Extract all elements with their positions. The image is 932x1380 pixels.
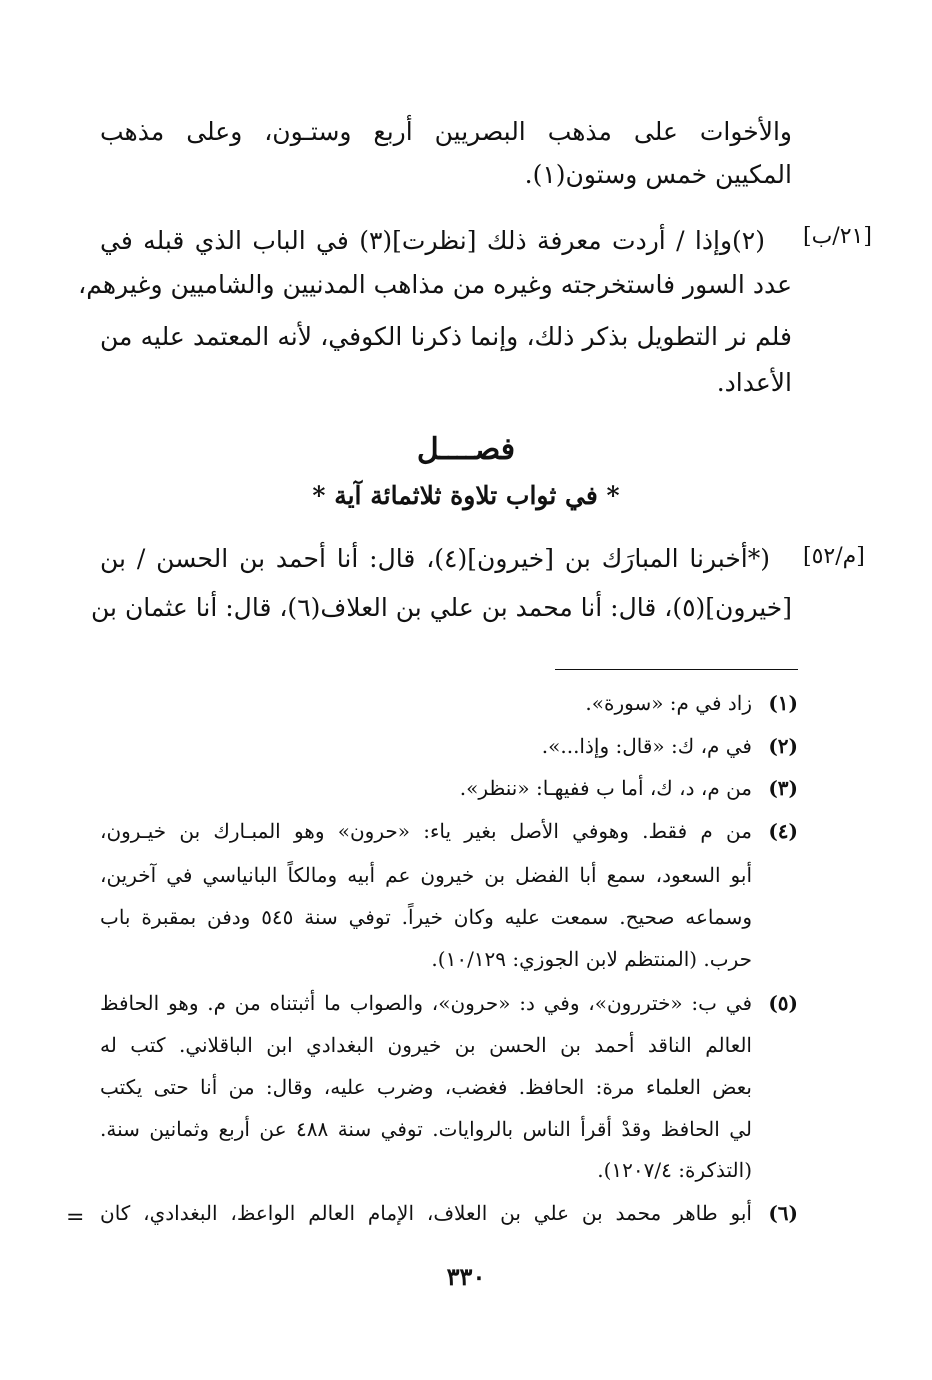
footnote-number: (٥) bbox=[768, 991, 798, 1015]
margin-reference: [م/٥٢] bbox=[803, 544, 865, 569]
footnote-text: من م، د، ك، أما ب ففيهـا: «ننظر». bbox=[459, 776, 752, 800]
section-title: فصــــل bbox=[416, 432, 516, 467]
footnote-text: أبو طاهر محمد بن علي بن العلاف، الإمام العالم الواعظ، البغدادي، كان bbox=[100, 1201, 752, 1225]
body-line: المكيين خمس وستون(١). bbox=[524, 160, 792, 189]
footnote-number: (٣) bbox=[768, 776, 798, 800]
footnote-text: من م فقط. وهوفي الأصل بغير ياء: «حرون» وهو المبـارك بن خيـرون، bbox=[100, 819, 752, 843]
footnote-number: (٤) bbox=[768, 819, 798, 843]
footnote-text: أبو السعود، سمع أبا الفضل بن خيرون عم أبيه ومالكاً البانياسي في آخرين، bbox=[100, 863, 752, 887]
margin-reference: [٢١/ب] bbox=[803, 224, 872, 249]
continuation-mark: = bbox=[66, 1205, 85, 1230]
footnote-text: لي الحافظ وقدْ أقرأ الناس بالروايات. توفي سنة ٤٨٨ عن أربع وثمانين سنة. bbox=[100, 1117, 753, 1141]
footnote-text: في م، ك: «قال: وإذا...». bbox=[541, 734, 752, 758]
body-line: الأعداد. bbox=[716, 368, 792, 397]
footnote-number: (٦) bbox=[768, 1201, 798, 1225]
footnote-text: زاد في م: «سورة». bbox=[585, 691, 752, 715]
footnote-number: (١) bbox=[768, 691, 798, 715]
body-line: (*أخبرنا المبارَك بن [خيرون](٤)، قال: أنا أحمد بن الحسن / بن bbox=[100, 544, 770, 573]
footnote-separator bbox=[555, 669, 798, 670]
footnote-text: في ب: «ختررون»، وفي د: «حرون»، والصواب ما أثبتناه من م. وهو الحافظ bbox=[100, 991, 752, 1015]
body-line: والأخوات على مذهب البصريين أربع وستـون، وعلى مذهب bbox=[100, 117, 792, 146]
section-subtitle: * في ثواب تلاوة ثلاثمائة آية * bbox=[312, 481, 620, 510]
footnote-number: (٢) bbox=[768, 734, 798, 758]
footnote-text: حرب. (المنتظم لابن الجوزي: ١٠/١٢٩). bbox=[431, 947, 752, 971]
body-line: عدد السور فاستخرجته وغيره من مذاهب المدنيين والشاميين وغيرهم، bbox=[78, 270, 792, 299]
footnote-text: (التذكرة: ١٢٠٧/٤). bbox=[597, 1158, 752, 1182]
page-number: ٣٣٠ bbox=[446, 1262, 486, 1291]
body-line: (٢)وإذا / أردت معرفة ذلك [نظرت](٣) في الباب الذي قبله في bbox=[100, 226, 765, 255]
footnote-text: بعض العلماء مرة: الحافظ. فغضب، وضرب عليه، وقال: من أنا حتى يكتب bbox=[100, 1075, 752, 1099]
footnote-text: وسماعه صحيح. سمعت عليه وكان خيراً. توفي سنة ٥٤٥ ودفن بمقبرة باب bbox=[100, 905, 752, 929]
body-line: [خيرون](٥)، قال: أنا محمد بن علي بن العلاف(٦)، قال: أنا عثمان بن bbox=[91, 593, 792, 622]
body-line: فلم نر التطويل بذكر ذلك، وإنما ذكرنا الكوفي، لأنه المعتمد عليه من bbox=[100, 322, 792, 351]
footnote-text: العالم الناقد أحمد بن الحسن بن خيرون البغدادي ابن الباقلاني. كتب له bbox=[100, 1033, 752, 1057]
